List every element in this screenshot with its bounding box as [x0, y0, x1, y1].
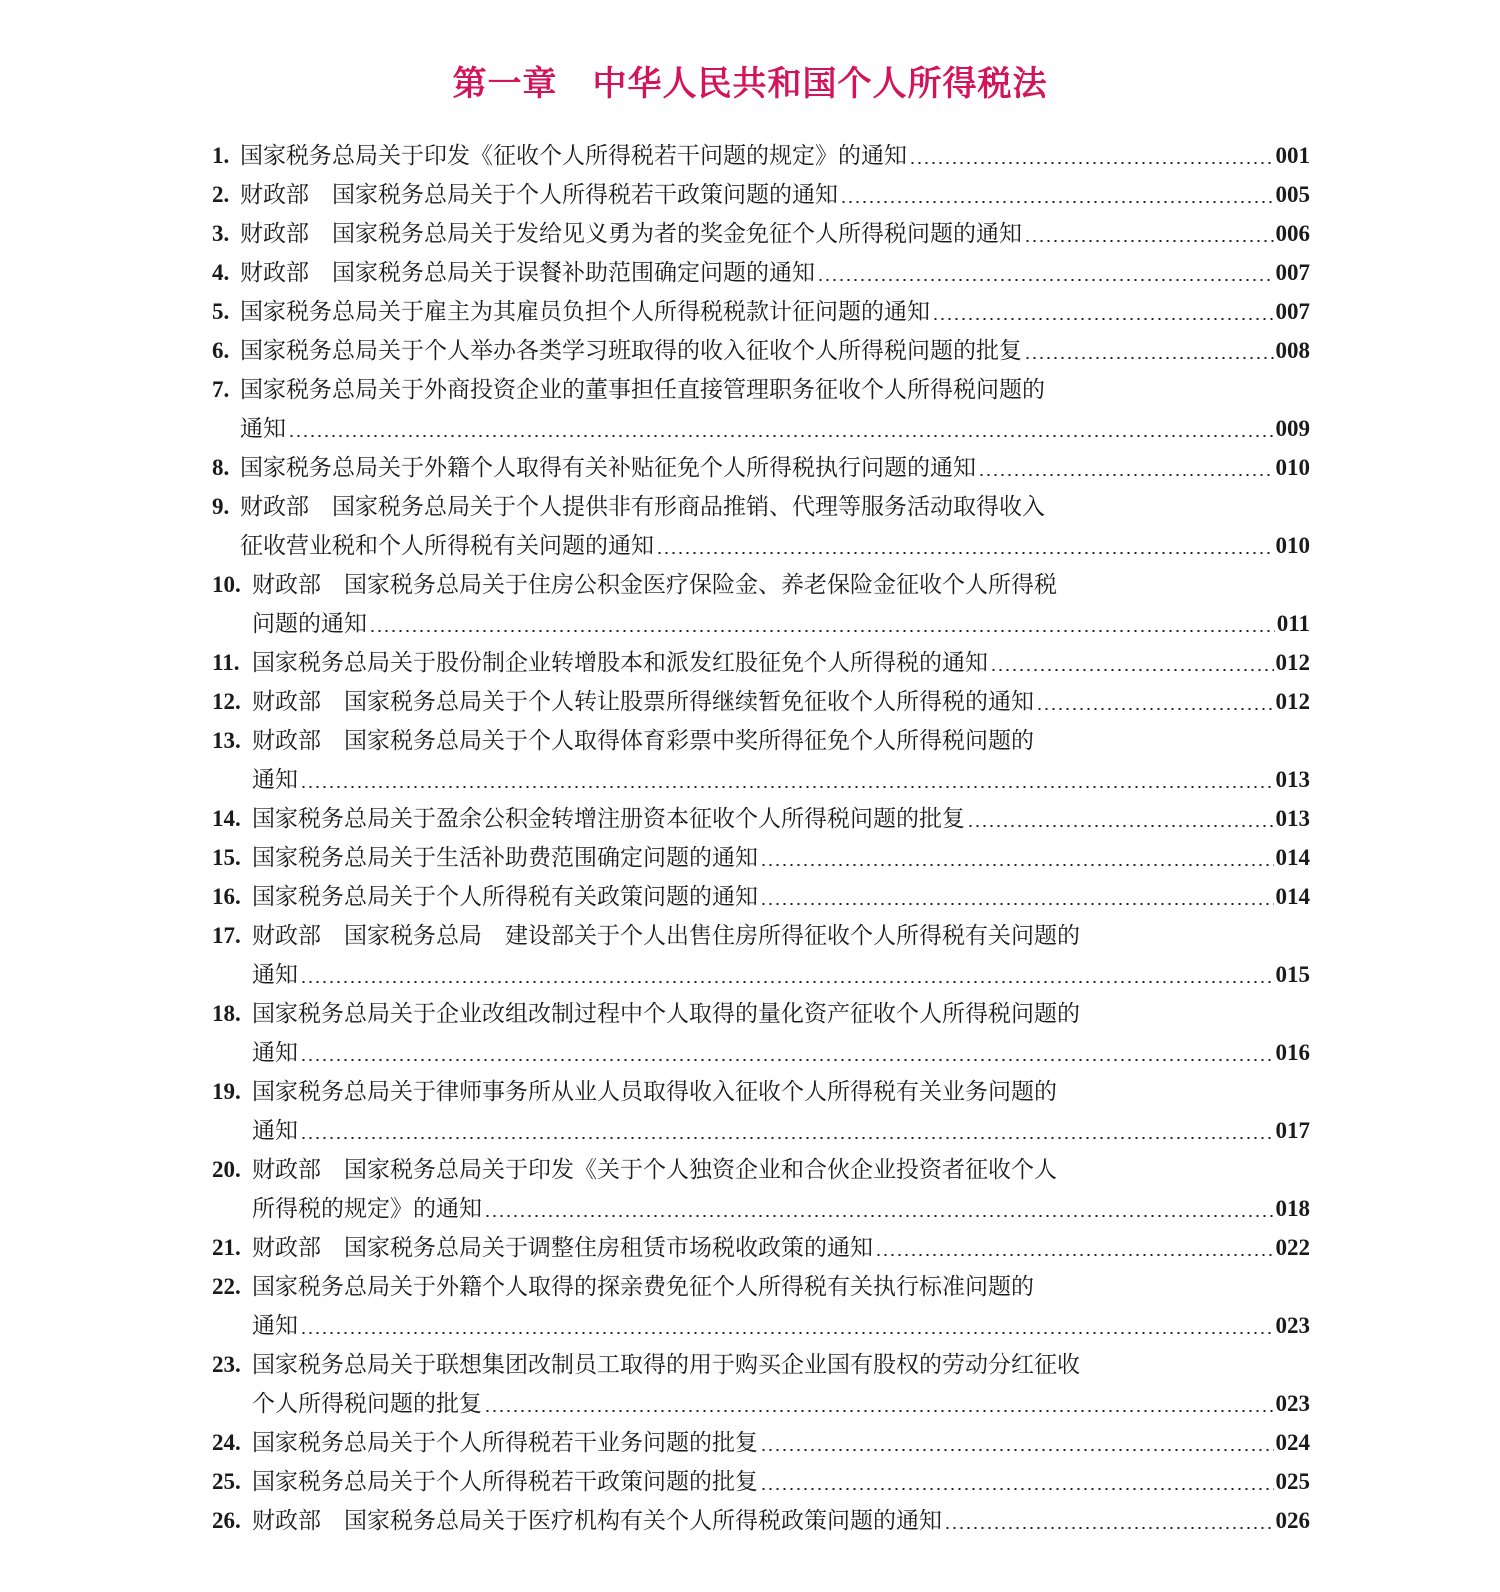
- dot-leader: [484, 1215, 1274, 1217]
- toc-entry[interactable]: [212, 1150, 1310, 1228]
- toc-entry-page-number: 014: [1275, 884, 1310, 909]
- toc-entry-line: [212, 253, 1310, 292]
- toc-entry-title: 财政部 国家税务总局 建设部关于个人出售住房所得征收个人所得税有关问题的: [252, 923, 1080, 949]
- chapter-title: 第一章 中华人民共和国个人所得税法: [452, 64, 1048, 104]
- toc-entry-title: 国家税务总局关于个人举办各类学习班取得的收入征收个人所得税问题的批复: [240, 338, 1022, 364]
- toc-entry-title: 国家税务总局关于生活补助费范围确定问题的通知: [252, 845, 758, 871]
- toc-entry[interactable]: [212, 1462, 1310, 1501]
- toc-entry-page-number: 005: [1275, 182, 1310, 207]
- toc-entry-title: 财政部 国家税务总局关于误餐补助范围确定问题的通知: [240, 260, 815, 286]
- toc-entry[interactable]: [212, 643, 1310, 682]
- toc-entry-line: [212, 1189, 1310, 1228]
- toc-entry-line: [212, 1501, 1310, 1540]
- toc-entry-page-number: 001: [1275, 143, 1310, 168]
- toc-entry-title: 财政部 国家税务总局关于个人所得税若干政策问题的通知: [240, 182, 838, 208]
- toc-entry-page-number: 018: [1275, 1196, 1310, 1221]
- toc-entry-number: 20.: [212, 1157, 241, 1182]
- toc-entry-number: 24.: [212, 1430, 241, 1455]
- toc-entry-number: 26.: [212, 1508, 241, 1533]
- toc-entry-number: 2.: [212, 182, 230, 207]
- toc-entry-title: 财政部 国家税务总局关于发给见义勇为者的奖金免征个人所得税问题的通知: [240, 221, 1022, 247]
- dot-leader: [932, 318, 1274, 320]
- toc-entry-line: [212, 721, 1310, 760]
- dot-leader: [978, 474, 1274, 476]
- toc-entry-page-number: 007: [1275, 299, 1310, 324]
- dot-leader: [875, 1254, 1274, 1256]
- toc-entry[interactable]: [212, 1228, 1310, 1267]
- toc-entry[interactable]: [212, 253, 1310, 292]
- dot-leader: [840, 201, 1274, 203]
- dot-leader: [760, 903, 1274, 905]
- toc-entry[interactable]: [212, 682, 1310, 721]
- toc-entry-number: 11.: [212, 650, 240, 675]
- toc-entry-number: 8.: [212, 455, 230, 480]
- toc-entry-title: 通知: [252, 1313, 298, 1339]
- toc-entry-page-number: 012: [1275, 650, 1310, 675]
- toc-entry-title: 通知: [252, 767, 298, 793]
- dot-leader: [760, 1449, 1274, 1451]
- toc-entry[interactable]: [212, 1267, 1310, 1345]
- toc-entry[interactable]: [212, 487, 1310, 565]
- toc-entry-title: 国家税务总局关于盈余公积金转增注册资本征收个人所得税问题的批复: [252, 806, 965, 832]
- toc-entry-line: [212, 1228, 1310, 1267]
- toc-entry-title: 国家税务总局关于企业改组改制过程中个人取得的量化资产征收个人所得税问题的: [252, 1001, 1080, 1027]
- toc-entry-page-number: 008: [1275, 338, 1310, 363]
- toc-entry-number: 4.: [212, 260, 230, 285]
- toc-entry-page-number: 024: [1275, 1430, 1310, 1455]
- toc-entry-page-number: 013: [1275, 767, 1310, 792]
- toc-entry-page-number: 023: [1275, 1391, 1310, 1416]
- table-of-contents: [212, 136, 1310, 1540]
- toc-entry-page-number: 010: [1275, 533, 1310, 558]
- toc-entry-number: 22.: [212, 1274, 241, 1299]
- toc-entry-number: 14.: [212, 806, 241, 831]
- toc-entry-page-number: 017: [1275, 1118, 1310, 1143]
- toc-entry-page-number: 022: [1275, 1235, 1310, 1260]
- toc-entry-page-number: 009: [1275, 416, 1310, 441]
- toc-entry-number: 18.: [212, 1001, 241, 1026]
- toc-entry-number: 25.: [212, 1469, 241, 1494]
- toc-entry-title: 国家税务总局关于雇主为其雇员负担个人所得税税款计征问题的通知: [240, 299, 930, 325]
- toc-entry-page-number: 025: [1275, 1469, 1310, 1494]
- toc-entry-line: [212, 1306, 1310, 1345]
- toc-entry-page-number: 023: [1275, 1313, 1310, 1338]
- toc-entry-line: [212, 487, 1310, 526]
- toc-entry-line: [212, 292, 1310, 331]
- toc-entry-title: 国家税务总局关于外商投资企业的董事担任直接管理职务征收个人所得税问题的: [240, 377, 1045, 403]
- toc-entry-line: [212, 136, 1310, 175]
- toc-entry-line: [212, 643, 1310, 682]
- dot-leader: [484, 1410, 1274, 1412]
- toc-entry-page-number: 015: [1275, 962, 1310, 987]
- toc-entry[interactable]: [212, 448, 1310, 487]
- toc-entry-title: 财政部 国家税务总局关于个人提供非有形商品推销、代理等服务活动取得收入: [240, 494, 1045, 520]
- toc-entry-line: [212, 916, 1310, 955]
- dot-leader: [817, 279, 1274, 281]
- dot-leader: [1024, 357, 1274, 359]
- toc-entry-line: [212, 175, 1310, 214]
- dot-leader: [300, 1332, 1274, 1334]
- toc-entry[interactable]: [212, 1501, 1310, 1540]
- toc-entry[interactable]: [212, 136, 1310, 175]
- toc-entry-line: [212, 1267, 1310, 1306]
- toc-entry-line: [212, 409, 1310, 448]
- toc-entry-page-number: 006: [1275, 221, 1310, 246]
- toc-entry-number: 15.: [212, 845, 241, 870]
- toc-entry-title: 国家税务总局关于外籍个人取得的探亲费免征个人所得税有关执行标准问题的: [252, 1274, 1034, 1300]
- toc-entry-line: [212, 370, 1310, 409]
- toc-entry[interactable]: [212, 175, 1310, 214]
- toc-entry-page-number: 010: [1275, 455, 1310, 480]
- toc-entry-title: 财政部 国家税务总局关于住房公积金医疗保险金、养老保险金征收个人所得税: [252, 572, 1057, 598]
- toc-entry-number: 9.: [212, 494, 230, 519]
- toc-entry-line: [212, 682, 1310, 721]
- toc-entry-title: 财政部 国家税务总局关于医疗机构有关个人所得税政策问题的通知: [252, 1508, 942, 1534]
- toc-entry-line: [212, 877, 1310, 916]
- toc-entry[interactable]: [212, 565, 1310, 643]
- toc-entry-title: 财政部 国家税务总局关于调整住房租赁市场税收政策的通知: [252, 1235, 873, 1261]
- dot-leader: [300, 786, 1274, 788]
- toc-entry-number: 13.: [212, 728, 241, 753]
- toc-entry[interactable]: [212, 916, 1310, 994]
- toc-entry-title: 财政部 国家税务总局关于印发《关于个人独资企业和合伙企业投资者征收个人: [252, 1157, 1057, 1183]
- toc-entry-line: [212, 994, 1310, 1033]
- toc-entry-number: 7.: [212, 377, 230, 402]
- toc-entry[interactable]: [212, 214, 1310, 253]
- toc-entry-line: [212, 331, 1310, 370]
- toc-entry-line: [212, 799, 1310, 838]
- toc-entry-title: 国家税务总局关于律师事务所从业人员取得收入征收个人所得税有关业务问题的: [252, 1079, 1057, 1105]
- toc-entry-line: [212, 1345, 1310, 1384]
- dot-leader: [944, 1527, 1274, 1529]
- toc-entry-line: [212, 760, 1310, 799]
- toc-entry-line: [212, 1384, 1310, 1423]
- toc-entry-title: 征收营业税和个人所得税有关问题的通知: [240, 533, 654, 559]
- toc-entry-title: 财政部 国家税务总局关于个人取得体育彩票中奖所得征免个人所得税问题的: [252, 728, 1034, 754]
- toc-entry-number: 17.: [212, 923, 241, 948]
- toc-entry-line: [212, 448, 1310, 487]
- toc-entry-line: [212, 1150, 1310, 1189]
- toc-entry-title: 财政部 国家税务总局关于个人转让股票所得继续暂免征收个人所得税的通知: [252, 689, 1034, 715]
- dot-leader: [909, 162, 1274, 164]
- toc-entry-title: 国家税务总局关于个人所得税若干政策问题的批复: [252, 1469, 758, 1495]
- toc-entry[interactable]: [212, 292, 1310, 331]
- toc-entry-line: [212, 955, 1310, 994]
- dot-leader: [300, 981, 1274, 983]
- toc-entry-line: [212, 526, 1310, 565]
- toc-entry-line: [212, 1462, 1310, 1501]
- dot-leader: [1024, 240, 1274, 242]
- dot-leader: [990, 669, 1274, 671]
- toc-entry-title: 通知: [240, 416, 286, 442]
- toc-entry-title: 个人所得税问题的批复: [252, 1391, 482, 1417]
- toc-entry-title: 国家税务总局关于外籍个人取得有关补贴征免个人所得税执行问题的通知: [240, 455, 976, 481]
- toc-entry[interactable]: [212, 1072, 1310, 1150]
- toc-entry-title: 国家税务总局关于个人所得税有关政策问题的通知: [252, 884, 758, 910]
- toc-entry-title: 国家税务总局关于个人所得税若干业务问题的批复: [252, 1430, 758, 1456]
- toc-entry-title: 通知: [252, 1118, 298, 1144]
- toc-entry-title: 通知: [252, 962, 298, 988]
- toc-entry[interactable]: [212, 877, 1310, 916]
- toc-entry-title: 国家税务总局关于股份制企业转增股本和派发红股征免个人所得税的通知: [252, 650, 988, 676]
- toc-entry-title: 所得税的规定》的通知: [252, 1196, 482, 1222]
- toc-entry-page-number: 007: [1275, 260, 1310, 285]
- toc-entry-number: 5.: [212, 299, 230, 324]
- dot-leader: [288, 435, 1274, 437]
- toc-entry-line: [212, 604, 1310, 643]
- dot-leader: [967, 825, 1274, 827]
- toc-entry-number: 23.: [212, 1352, 241, 1377]
- toc-entry[interactable]: [212, 799, 1310, 838]
- toc-entry-line: [212, 1111, 1310, 1150]
- toc-entry-page-number: 026: [1275, 1508, 1310, 1533]
- toc-entry[interactable]: [212, 1345, 1310, 1423]
- toc-entry[interactable]: [212, 1423, 1310, 1462]
- toc-entry-page-number: 012: [1275, 689, 1310, 714]
- toc-entry-number: 1.: [212, 143, 230, 168]
- toc-entry-number: 12.: [212, 689, 241, 714]
- toc-entry-number: 3.: [212, 221, 230, 246]
- toc-entry-title: 国家税务总局关于印发《征收个人所得税若干问题的规定》的通知: [240, 143, 907, 169]
- toc-entry-title: 问题的通知: [252, 611, 367, 637]
- dot-leader: [656, 552, 1274, 554]
- toc-entry-line: [212, 565, 1310, 604]
- dot-leader: [760, 1488, 1274, 1490]
- toc-entry-page-number: 014: [1275, 845, 1310, 870]
- toc-entry[interactable]: [212, 331, 1310, 370]
- dot-leader: [760, 864, 1274, 866]
- toc-entry-line: [212, 1423, 1310, 1462]
- toc-entry-page-number: 011: [1276, 611, 1310, 636]
- toc-entry-line: [212, 838, 1310, 877]
- dot-leader: [300, 1059, 1274, 1061]
- toc-entry[interactable]: [212, 721, 1310, 799]
- toc-entry-line: [212, 1033, 1310, 1072]
- toc-entry-number: 21.: [212, 1235, 241, 1260]
- dot-leader: [1036, 708, 1274, 710]
- toc-entry-page-number: 016: [1275, 1040, 1310, 1065]
- dot-leader: [300, 1137, 1274, 1139]
- toc-entry[interactable]: [212, 838, 1310, 877]
- toc-entry[interactable]: [212, 370, 1310, 448]
- toc-entry-title: 国家税务总局关于联想集团改制员工取得的用于购买企业国有股权的劳动分红征收: [252, 1352, 1080, 1378]
- toc-entry-title: 通知: [252, 1040, 298, 1066]
- toc-entry-page-number: 013: [1275, 806, 1310, 831]
- toc-entry-line: [212, 214, 1310, 253]
- toc-entry[interactable]: [212, 994, 1310, 1072]
- toc-entry-number: 19.: [212, 1079, 241, 1104]
- toc-entry-number: 6.: [212, 338, 230, 363]
- toc-entry-line: [212, 1072, 1310, 1111]
- toc-entry-number: 10.: [212, 572, 241, 597]
- toc-entry-number: 16.: [212, 884, 241, 909]
- dot-leader: [369, 630, 1275, 632]
